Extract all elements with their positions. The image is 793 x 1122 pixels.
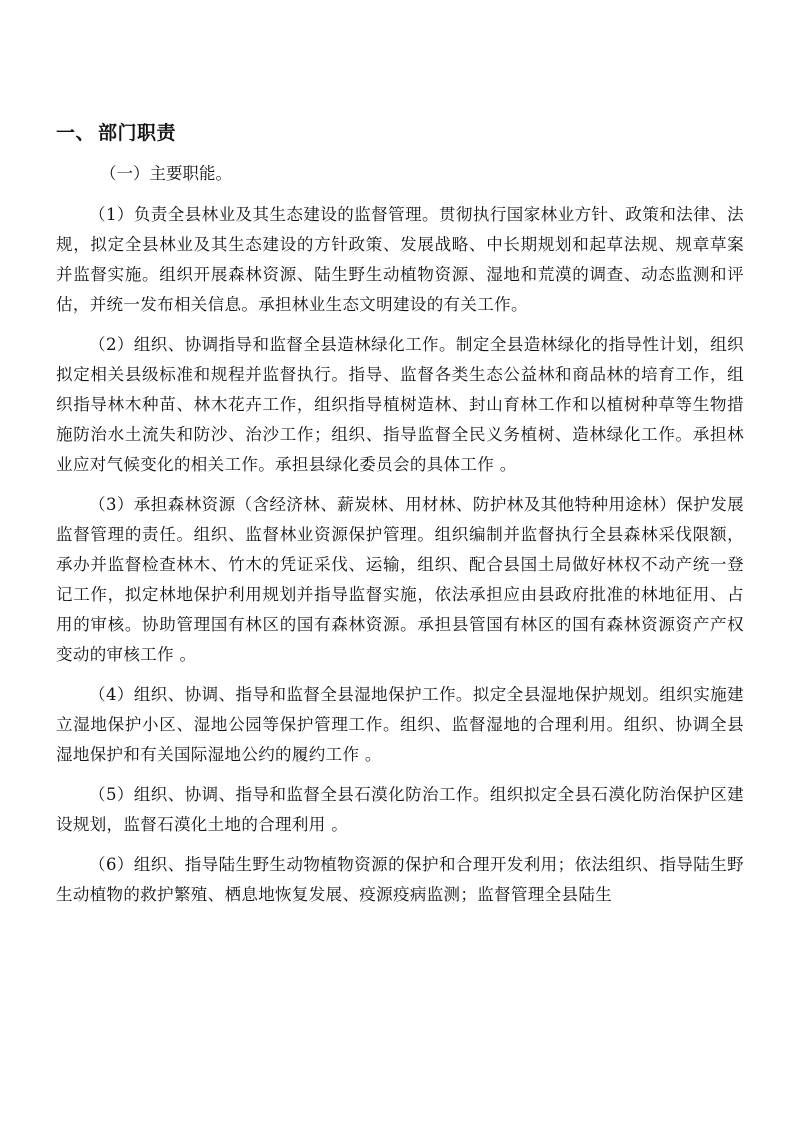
paragraph-4: （4）组织、协调、指导和监督全县湿地保护工作。拟定全县湿地保护规划。组织实施建立湿地保护小区、湿地公园等保护管理工作。组织、监督湿地的合理利用。组织、协调全县湿地保护和有关国际湿地公约的履约工作 。 [56,685,744,764]
paragraph-1: （1）负责全县林业及其生态建设的监督管理。贯彻执行国家林业方针、政策和法律、法规，拟定全县林业及其生态建设的方针政策、发展战略、中长期规划和起草法规、规章草案并监督实施。组织开展森林资源、陆生野生动植物资源、湿地和荒漠的调查、动态监测和评估，并统一发布相关信息。承担林业生态文明建设的有关工作。 [56,205,744,314]
paragraph-2: （2）组织、协调指导和监督全县造林绿化工作。制定全县造林绿化的指导性计划，组织拟定相关县级标准和规程并监督执行。指导、监督各类生态公益林和商品林的培育工作，组织指导林木种苗、林木花卉工作，组织指导植树造林、封山育林工作和以植树种草等生物措施防治水土流失和防沙、治沙工作；组织、指导监督全民义务植树、造林绿化工作。承担林业应对气候变化的相关工作。承担县绿化委员会的具体工作 。 [56,335,744,474]
paragraph-3: （3）承担森林资源（含经济林、薪炭林、用材林、防护林及其他特种用途林）保护发展监督管理的责任。组织、监督林业资源保护管理。组织编制并监督执行全县森林采伐限额，承办并监督检查林木、竹木的凭证采伐、运输，组织、配合县国土局做好林权不动产统一登记工作，拟定林地保护利用规划并指导监督实施，依法承担应由县政府批准的林地征用、占用的审核。协助管理国有林区的国有森林资源。承担县管国有林区的国有森林资源资产产权变动的审核工作 。 [56,495,744,664]
section-title: 部门职责 [98,122,177,144]
section-number: 一、 [56,122,96,144]
section-heading [56,118,176,145]
body-text [56,200,744,920]
subsection-heading: （一）主要职能。 [100,164,232,183]
paragraph-6: （6）组织、指导陆生野生动物植物资源的保护和合理开发利用；依法组织、指导陆生野生动植物的救护繁殖、栖息地恢复发展、疫源疫病监测；监督管理全县陆生 [56,855,744,904]
paragraph-5: （5）组织、协调、指导和监督全县石漠化防治工作。组织拟定全县石漠化防治保护区建设规划，监督石漠化土地的合理利用 。 [56,785,744,834]
